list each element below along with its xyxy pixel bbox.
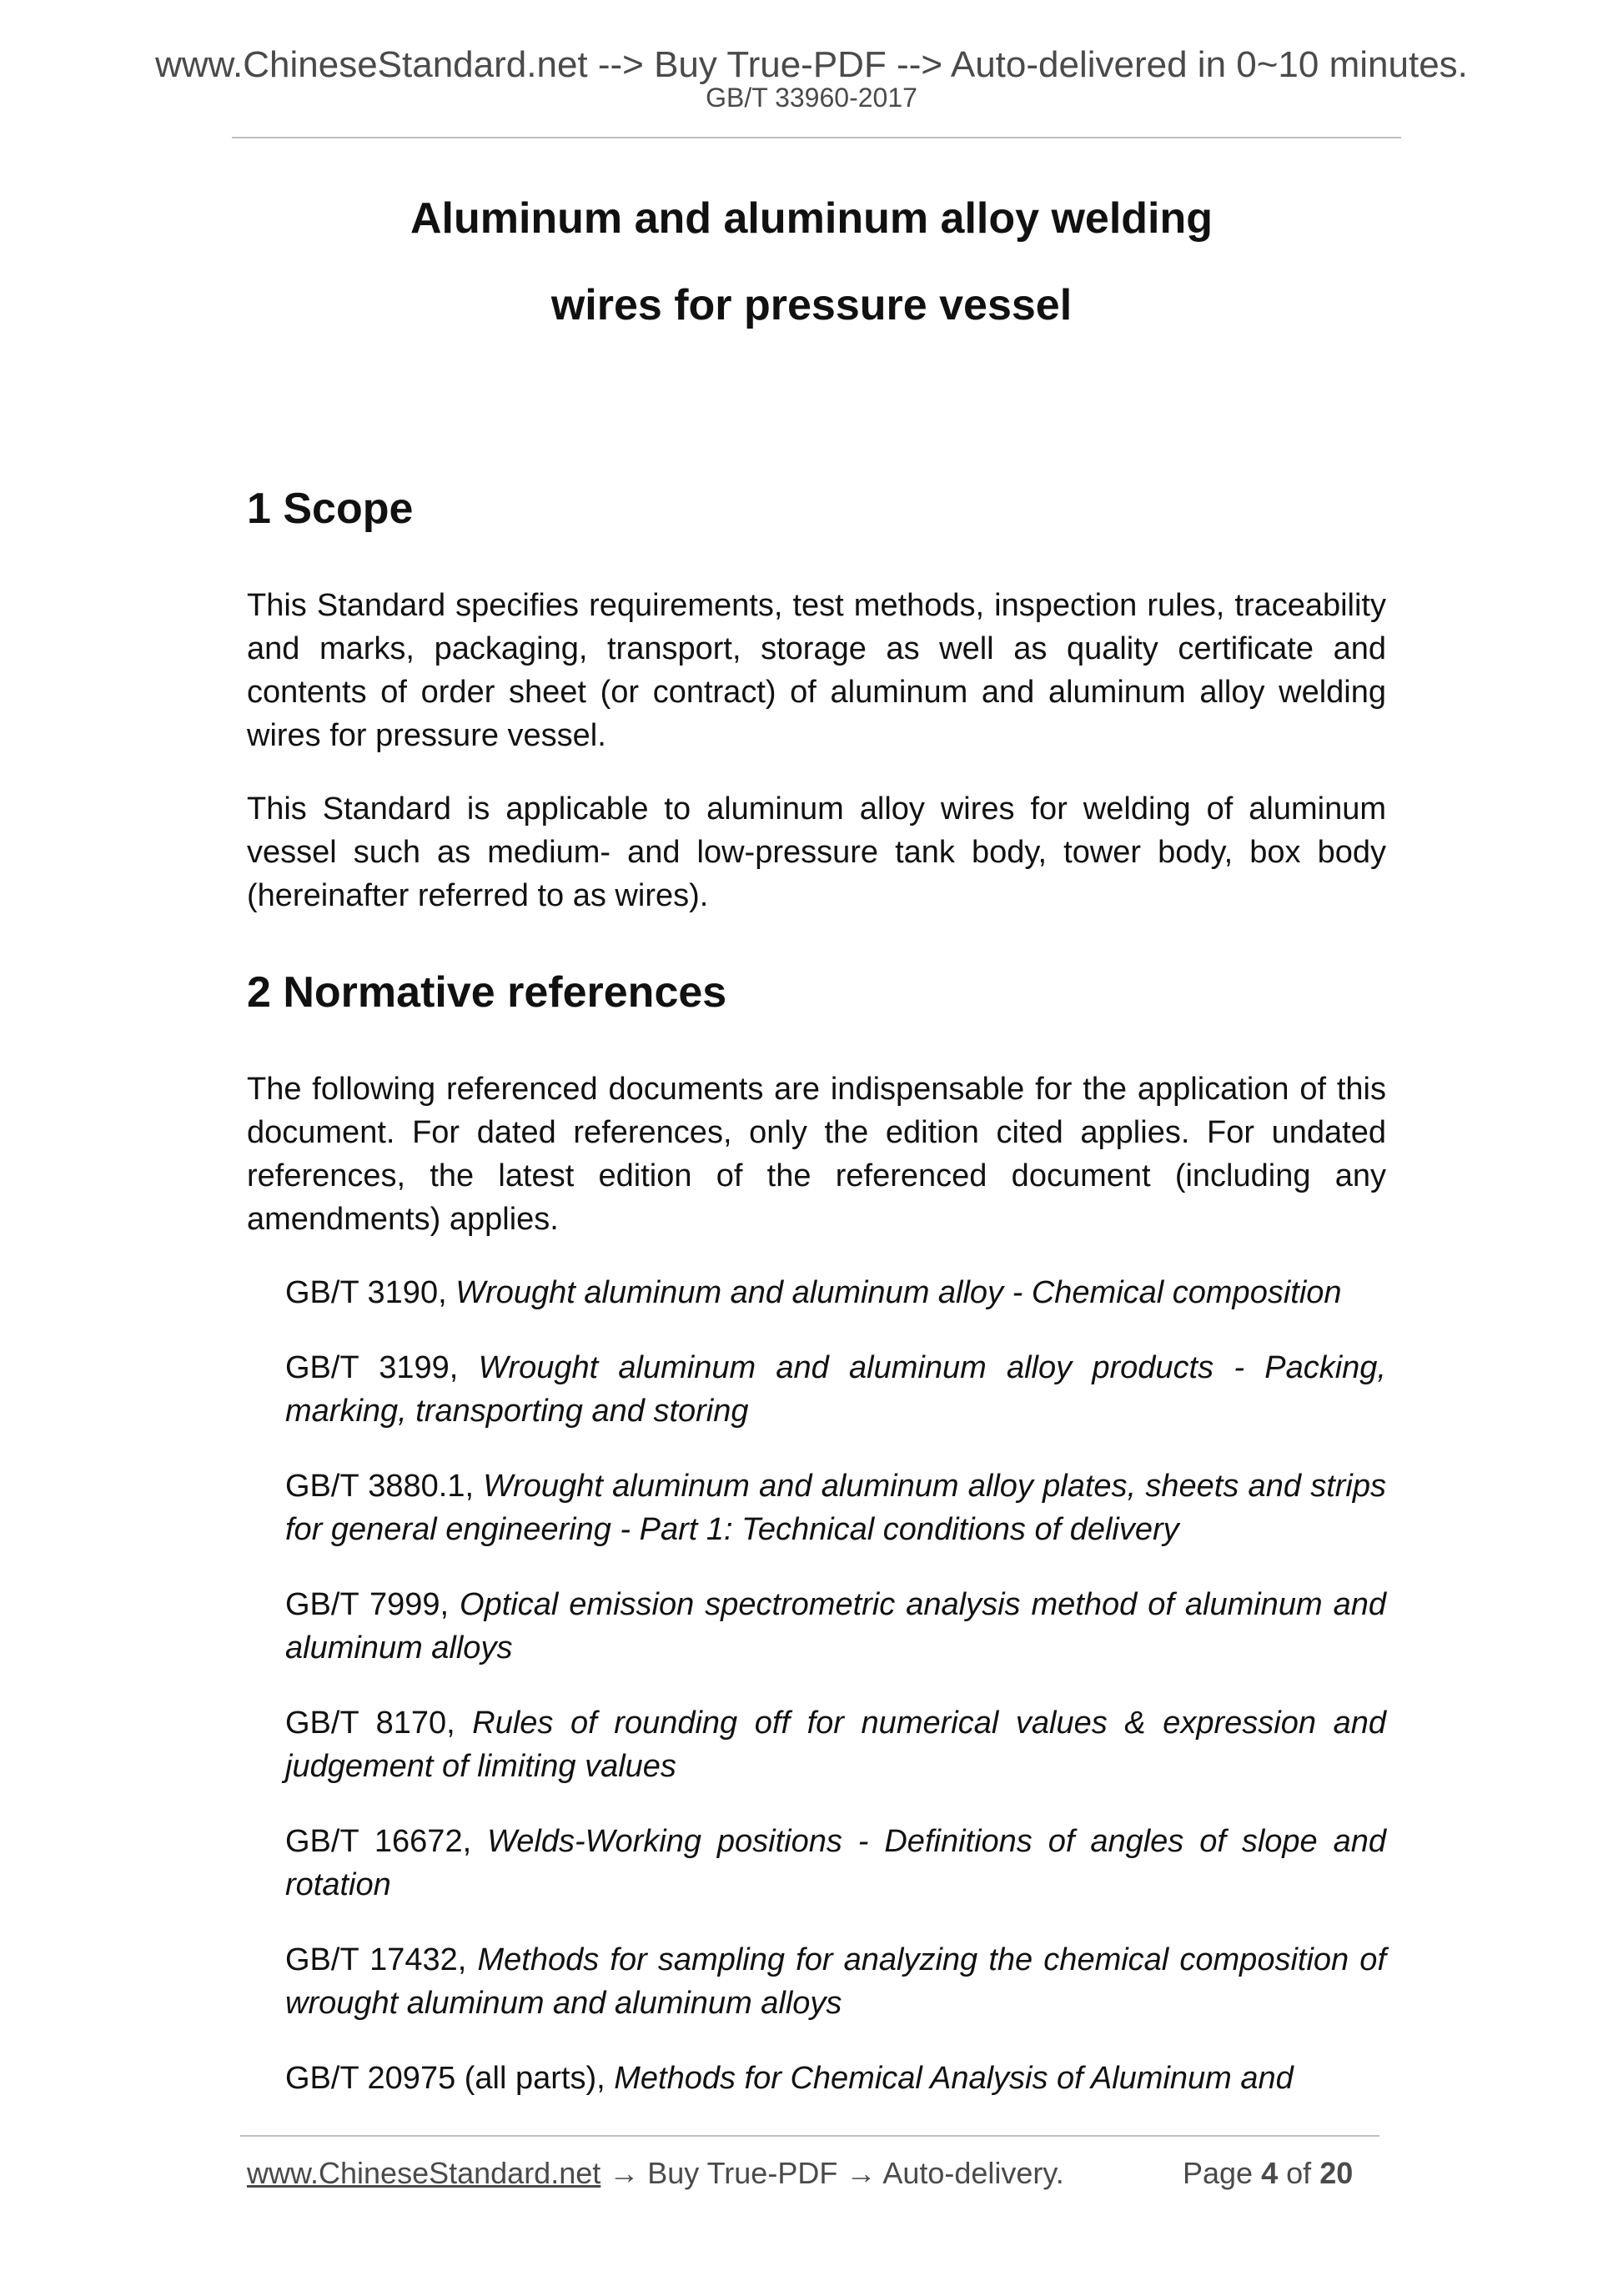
header-banner: www.ChineseStandard.net --> Buy True-PDF --> Auto-delivered in 0~10 minutes. [155, 44, 1468, 85]
reference-item [285, 1820, 1386, 1907]
reference-code: GB/T 3199, [285, 1350, 479, 1385]
reference-list [285, 1271, 1386, 2132]
reference-title: Wrought aluminum and aluminum alloy - Chemical composition [455, 1275, 1342, 1310]
reference-item [285, 1465, 1386, 1551]
of-label: of [1286, 2156, 1312, 2190]
reference-code: GB/T 20975 (all parts), [285, 2061, 615, 2096]
section-heading-normative-references: 2 Normative references [247, 968, 727, 1017]
reference-title: Wrought aluminum and aluminum alloy products - Packing, marking, transporting and storing [285, 1350, 1386, 1429]
reference-item [285, 1583, 1386, 1670]
section-heading-scope: 1 Scope [247, 485, 414, 533]
reference-title: Welds-Working positions - Definitions of angles of slope and rotation [285, 1824, 1387, 1902]
reference-item [285, 1346, 1386, 1433]
reference-item [285, 1271, 1386, 1314]
page-indicator [1183, 2155, 1353, 2192]
reference-title: Methods for sampling for analyzing the chemical composition of wrought aluminum and aluminum alloys [285, 1942, 1387, 2021]
footer-divider [240, 2135, 1379, 2137]
normative-references-intro: The following referenced documents are indispensable for the application of this document. For dated references, only the edition cited applies. For undated references, the latest edition of the referenced document (including any amendments) applies. [247, 1072, 1386, 1237]
reference-item [285, 1938, 1386, 2025]
footer-tagline: → Buy True-PDF → Auto-delivery. [600, 2156, 1064, 2190]
reference-code: GB/T 8170, [285, 1706, 473, 1741]
reference-item [285, 2057, 1386, 2100]
standard-code: GB/T 33960-2017 [706, 83, 917, 113]
reference-code: GB/T 16672, [285, 1824, 488, 1859]
reference-code: GB/T 3880.1, [285, 1469, 484, 1504]
document-title-line-1: Aluminum and aluminum alloy welding [410, 194, 1213, 243]
header-divider [232, 137, 1401, 138]
total-pages: 20 [1319, 2156, 1354, 2190]
reference-code: GB/T 17432, [285, 1942, 478, 1977]
page-label: Page [1183, 2156, 1254, 2190]
reference-item [285, 1701, 1386, 1788]
footer-left [247, 2155, 1064, 2192]
document-title-line-2: wires for pressure vessel [550, 281, 1073, 329]
reference-title: Wrought aluminum and aluminum alloy plates, sheets and strips for general engineering - Part 1: Technical conditions of delivery [285, 1469, 1386, 1547]
scope-paragraph-2: This Standard is applicable to aluminum alloy wires for welding of aluminum vessel such as medium- and low-pressure tank body, tower body, box body (hereinafter referred to as wires). [247, 791, 1386, 913]
reference-code: GB/T 7999, [285, 1587, 460, 1622]
reference-title: Optical emission spectrometric analysis method of aluminum and aluminum alloys [285, 1587, 1386, 1665]
scope-paragraph-1: This Standard specifies requirements, test methods, inspection rules, traceability and marks, packaging, transport, storage as well as quality certificate and contents of order sheet (or contract) of aluminum and aluminum alloy welding wires for pressure vessel. [247, 588, 1386, 753]
page-number: 4 [1261, 2156, 1279, 2190]
reference-title: Rules of rounding off for numerical values & expression and judgement of limiting values [285, 1706, 1386, 1784]
reference-title: Methods for Chemical Analysis of Aluminum and [614, 2061, 1294, 2096]
footer-site-link[interactable]: www.ChineseStandard.net [247, 2156, 601, 2190]
reference-code: GB/T 3190, [285, 1275, 456, 1310]
